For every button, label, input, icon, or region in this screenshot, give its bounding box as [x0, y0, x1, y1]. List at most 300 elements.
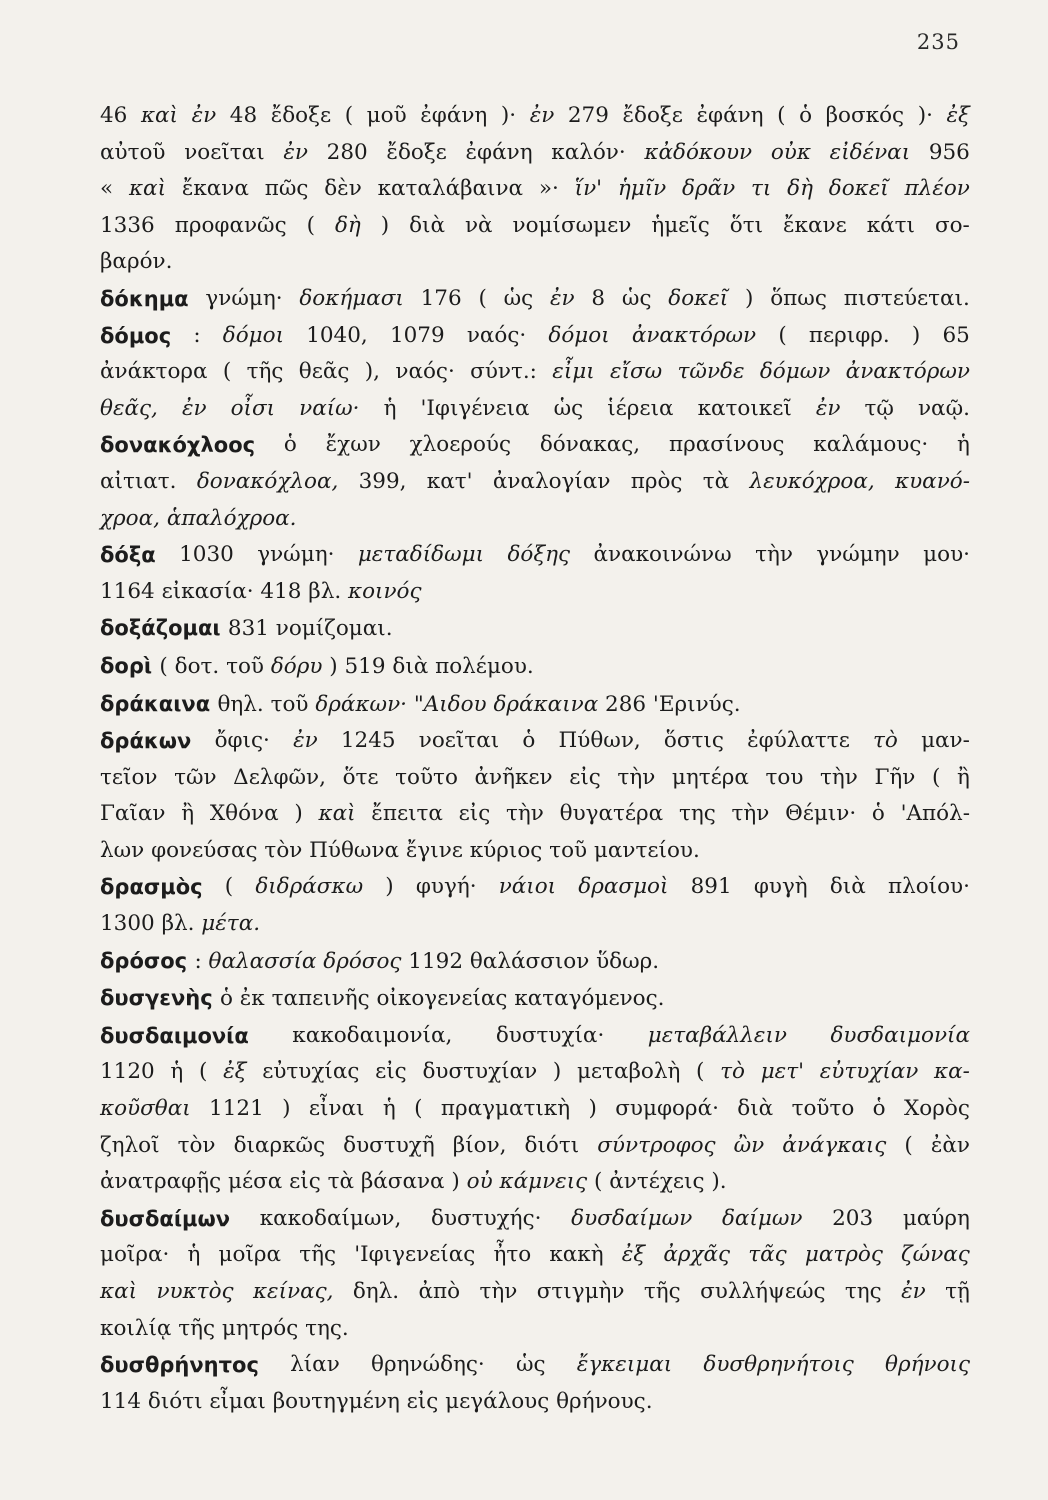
word: καὶ [128, 176, 167, 202]
word: εἰς [289, 1169, 328, 1195]
word: « [100, 176, 114, 202]
word: ἡμεῖς [651, 212, 710, 238]
word: κα- [934, 1059, 970, 1085]
text-line [100, 391, 970, 428]
word: θρήνοις [885, 1352, 970, 1378]
word: λευκόχροα, [749, 468, 875, 494]
word: θαλασσία [208, 948, 324, 974]
word: 1079 [389, 322, 445, 348]
word: ναός· [395, 359, 455, 385]
word: μου· [923, 542, 970, 568]
word: δόμων [759, 359, 831, 385]
word: δόμοι [222, 322, 285, 348]
word: της. [305, 1315, 349, 1341]
text-line [100, 610, 970, 648]
word: ἀνακτόρων [845, 359, 970, 385]
word: δόξης [507, 542, 571, 568]
word: αἰτιατ. [100, 468, 177, 494]
word: κοῦσθαι [100, 1096, 191, 1122]
word: ὅτι [729, 212, 764, 238]
word: τοῦ [226, 653, 271, 679]
word: ἀνῆκεν [474, 764, 553, 790]
word: δόρυ [270, 653, 330, 679]
word: δράκων· [315, 691, 414, 717]
word: 1336 [100, 212, 155, 238]
word: 519 [344, 653, 393, 679]
word: εἰδέναι [829, 139, 911, 165]
text-line [100, 171, 970, 208]
word: τῆς [299, 1242, 337, 1268]
word: νοεῖται [184, 139, 265, 165]
word: δὴ [787, 176, 813, 202]
word: ἐν [181, 395, 207, 421]
word: πιστεύεται. [843, 285, 970, 311]
text-line [100, 686, 970, 724]
word: βαρόν. [100, 249, 173, 275]
word: βάσανα [360, 1169, 452, 1195]
word: 418 [260, 578, 309, 604]
word: μεταβάλλειν [647, 1022, 787, 1048]
word: διὰ [829, 874, 866, 900]
word: πρὸς [630, 468, 683, 494]
word: ὄφις· [214, 728, 270, 754]
word: δράκαινα [493, 691, 606, 717]
word: φυγὴ [753, 874, 808, 900]
word: ὁ [799, 103, 813, 128]
word: ἔδοξε [622, 103, 683, 128]
word: Γῆν [874, 764, 916, 790]
text-line [100, 943, 970, 981]
word: τῆς [178, 1315, 222, 1341]
text-line [100, 281, 970, 318]
word: ὡς [553, 395, 584, 421]
word: δόνακας, [539, 432, 641, 458]
word: ἔκανα [181, 176, 249, 202]
word: δυσδαιμονία [830, 1022, 970, 1048]
word: δὴ [334, 212, 361, 238]
word: 'Ερινύς. [652, 691, 741, 717]
word: πῶς [264, 176, 309, 202]
word: 831 [227, 616, 276, 642]
word: ( [344, 103, 354, 128]
word: ( [696, 1059, 705, 1085]
word: διὰ [392, 653, 436, 679]
word: κυανό- [895, 468, 970, 494]
word: τι [751, 176, 772, 202]
word: δυσδαίμων [571, 1205, 693, 1231]
word: τὴν [479, 1279, 518, 1304]
word: 1245 [340, 728, 396, 754]
word: ἱέρεια [607, 395, 674, 421]
word: διὰ [737, 1096, 774, 1122]
word: δυστυχία· [495, 1022, 605, 1048]
headword: δονακόχλοος [100, 433, 256, 458]
word: τὴν [617, 764, 656, 790]
word: 65 [942, 322, 970, 348]
word: ( [594, 1169, 610, 1195]
word: )· [500, 103, 517, 128]
word: ἔχων [325, 432, 381, 458]
text-line [100, 1384, 970, 1421]
word: ὡς [516, 1352, 546, 1378]
word: Δελφῶν, [233, 764, 326, 790]
word: "Αιδου [413, 691, 494, 717]
word: κείνας, [252, 1279, 334, 1304]
word: 956 [928, 139, 970, 165]
word: 46 [100, 103, 128, 128]
word: ὡς [621, 285, 652, 311]
word: ἵν' [574, 176, 603, 202]
text-line [100, 501, 970, 538]
word: δοκεῖ [668, 285, 729, 311]
word: 8 [591, 285, 606, 311]
word: 1030 [179, 542, 234, 568]
word: σο- [934, 212, 970, 238]
word: 1164 [100, 578, 162, 604]
word: τῷ [864, 395, 894, 421]
word: εἶμι [552, 359, 595, 385]
word: λίαν [290, 1352, 340, 1378]
word: 1121 [209, 1096, 264, 1122]
word: διότι [147, 1388, 210, 1414]
word: δρόσος [323, 948, 409, 974]
word: θαλάσσιον [469, 948, 597, 974]
headword: δυσδαίμων [100, 1206, 231, 1231]
word: ἡ [187, 1242, 201, 1268]
word: ), [364, 359, 381, 385]
word: τῶν [174, 764, 217, 790]
word: διαρκῶς [233, 1132, 326, 1158]
word: τὰ [327, 1169, 361, 1195]
word: 286 [605, 691, 653, 717]
word: Πύθων, [558, 728, 641, 754]
text-line [100, 135, 970, 172]
word: μητέρα [671, 764, 749, 790]
word: οἰκογενείας [376, 986, 515, 1012]
text-line [100, 1128, 970, 1165]
word: τοῦ [270, 691, 316, 717]
headword: δρόσος [100, 948, 195, 973]
word: λων [100, 837, 152, 863]
text-line [100, 1164, 970, 1201]
word: περιφρ. [808, 322, 890, 348]
word: αὐτοῦ [100, 139, 166, 165]
word: ὁ [871, 801, 885, 827]
word: οὐκ [770, 139, 811, 165]
word: καλόν· [551, 139, 626, 165]
word: βουτηγμένη [272, 1388, 407, 1414]
word: πρασίνους [668, 432, 785, 458]
word: ταπεινῆς [271, 986, 377, 1012]
word: δοκεῖ [828, 176, 889, 202]
word: ( [222, 359, 232, 385]
word: 48 [229, 103, 258, 128]
word: εἰκασία· [161, 578, 261, 604]
word: )· [917, 103, 933, 128]
word: δόμοι [548, 322, 610, 348]
word: ἐν [815, 395, 841, 421]
word: θρήνους. [556, 1388, 653, 1414]
word: νὰ [464, 212, 493, 238]
text-line [100, 760, 970, 797]
word: ἐφάνη [465, 139, 533, 165]
word: τοῦ [549, 837, 594, 863]
text-line [100, 574, 970, 611]
word: τῶνδε [677, 359, 745, 385]
word: ὡς [503, 285, 534, 311]
word: μοῦ [366, 103, 407, 128]
headword: δόξα [100, 543, 156, 568]
word: τῇ [945, 1279, 970, 1304]
word: πλοίου· [887, 874, 970, 900]
word: δρᾶν [682, 176, 736, 202]
word: 1192 [408, 948, 470, 974]
word: ἐκ [239, 986, 272, 1012]
word: ὕδωρ. [596, 948, 660, 974]
word: ) [911, 322, 921, 348]
word: ἀνατραφῇς [100, 1169, 228, 1195]
word: ἔκανε [783, 212, 847, 238]
word: οἶσι [230, 395, 276, 421]
word: ναῷ. [917, 395, 970, 421]
word: τὸν [177, 1132, 216, 1158]
word: ἀνακοινώνω [593, 542, 732, 568]
word: τὴν [731, 801, 770, 827]
word: δηλ. [352, 1279, 400, 1304]
word: 1120 [100, 1059, 155, 1085]
word: καὶ [140, 103, 178, 128]
word: δοτ. [174, 653, 227, 679]
word: εἰς [569, 764, 601, 790]
word: ὢν [733, 1132, 765, 1158]
word: ματρὸς [804, 1242, 883, 1268]
word: προφανῶς [174, 212, 287, 238]
text-line [100, 1237, 970, 1274]
word: μεταβολὴ [576, 1059, 681, 1085]
word: ) [451, 1169, 467, 1195]
word: ἐν [293, 728, 318, 754]
word: ἡμῖν [617, 176, 667, 202]
word: κακὴ [549, 1242, 604, 1268]
word: θεᾶς [298, 359, 350, 385]
word: ἢ [956, 764, 970, 790]
text-line [100, 833, 970, 870]
text-line [100, 98, 970, 135]
page-number: 235 [916, 30, 960, 54]
word: ( [199, 1059, 208, 1085]
word: ( [414, 1096, 423, 1122]
word: ὅτε [342, 764, 379, 790]
word: μεταδίδωμι [357, 542, 485, 568]
word: »· [538, 176, 559, 202]
word: ἀναλογίαν [492, 468, 611, 494]
word: τεῖον [100, 764, 158, 790]
word: ναίω· [299, 395, 360, 421]
word: ἡ [957, 432, 970, 458]
word: 1300 [100, 911, 162, 937]
word: εἶναι [308, 1096, 365, 1122]
word: νυκτὸς [156, 1279, 234, 1304]
headword: δορὶ [100, 653, 160, 678]
word: μαντείου. [593, 837, 700, 863]
word: σύντροφος [597, 1132, 716, 1158]
word: ἐφάνη [696, 103, 764, 128]
word: τᾶς [748, 1242, 787, 1268]
word: ἐν [529, 103, 555, 128]
word: : [193, 322, 201, 348]
word: κατοικεῖ [697, 395, 792, 421]
word: δυστυχῆ [343, 1132, 435, 1158]
word: 203 [832, 1205, 874, 1231]
word: πλέον [904, 176, 970, 202]
word: νομίσωμεν [512, 212, 632, 238]
word: ). [711, 1169, 727, 1195]
text-line [100, 796, 970, 833]
word: ( [931, 764, 941, 790]
word: ( [904, 1132, 913, 1158]
word: Πύθωνα [309, 837, 406, 863]
word: στιγμὴν [536, 1279, 625, 1304]
word: ὁ [283, 432, 297, 458]
word: διδράσκω [255, 874, 364, 900]
word: καὶ [318, 801, 356, 827]
word: βοσκός [825, 103, 905, 128]
word: γνώμη· [205, 285, 283, 311]
word: του [765, 764, 804, 790]
word: της [678, 801, 716, 827]
word: κατ' [426, 468, 473, 494]
word: καλάμους· [813, 432, 929, 458]
word: ὁ [522, 728, 536, 754]
word: βλ. [161, 911, 202, 937]
word: ἁπαλόχροα. [166, 505, 297, 531]
word: ) [745, 285, 754, 311]
word: κἀδόκουν [644, 139, 753, 165]
word: δαίμων [721, 1205, 803, 1231]
word: ἐξ [621, 1242, 646, 1268]
word: δοκήμασι [299, 285, 404, 311]
word: νοεῖται [418, 728, 500, 754]
word: ) [380, 212, 390, 238]
text-line [100, 1347, 970, 1384]
word: ( [306, 212, 315, 238]
word: πραγματικὴ [440, 1096, 571, 1122]
word: ἐν [191, 103, 217, 128]
word: μεγάλους [445, 1388, 557, 1414]
word: ἡ [382, 1096, 396, 1122]
headword: δοξάζομαι [100, 616, 228, 641]
word: γνώμη· [257, 542, 335, 568]
word: μοῖρα· [100, 1242, 170, 1268]
word: εὐτυχίαν [819, 1059, 919, 1085]
word: ναός· [466, 322, 527, 348]
word: ἐν [901, 1279, 926, 1304]
word: ἐφάνη [420, 103, 488, 128]
word: εὐτυχίας [262, 1059, 360, 1085]
word: δὲν [324, 176, 362, 202]
word: ἀντέχεις [609, 1169, 712, 1195]
word: ἐὰν [930, 1132, 970, 1158]
word: κοινός [348, 578, 422, 604]
word: μοῖρα [218, 1242, 282, 1268]
word: ( [778, 322, 787, 348]
word: 114 [100, 1388, 148, 1414]
word: ἀρχᾶς [663, 1242, 731, 1268]
word: ἀνακτόρων [631, 322, 757, 348]
word: μαύρη [902, 1205, 970, 1231]
word: Χθόνα [209, 801, 279, 827]
word: τοῦτο [395, 764, 458, 790]
word: γνώμην [816, 542, 900, 568]
word: ἔδοξε [270, 103, 332, 128]
word: ζώνας [901, 1242, 970, 1268]
word: ἔγκειμαι [576, 1352, 673, 1378]
word: θρηνώδης· [371, 1352, 485, 1378]
text-line [100, 1201, 970, 1238]
dictionary-text [100, 98, 970, 1420]
word: 'Απόλ- [900, 801, 970, 827]
word: χροα, [100, 505, 167, 531]
word: κύριος [469, 837, 550, 863]
word: εἰς [375, 1059, 407, 1085]
text-line [100, 1311, 970, 1348]
text-line [100, 1054, 970, 1091]
word: θυγατέρα [559, 801, 664, 827]
word: μαν- [921, 728, 970, 754]
word: δονακόχλοα, [196, 468, 339, 494]
word: δυστυχίαν [422, 1059, 538, 1085]
text-line [100, 1091, 970, 1128]
word: τοῦτο [791, 1096, 855, 1122]
word: ἀπὸ [418, 1279, 461, 1304]
word: εἰς [458, 801, 491, 827]
word: τὴν [820, 764, 858, 790]
word: κακοδαίμων, [259, 1205, 402, 1231]
headword: δράκων [100, 729, 192, 754]
word: ) [282, 1096, 291, 1122]
word: ἐξ [946, 103, 970, 128]
text-line [100, 208, 970, 245]
word: μέσα [227, 1169, 290, 1195]
text-line [100, 318, 970, 355]
word: της [844, 1279, 882, 1304]
word: ἐφύλαττε [747, 728, 850, 754]
word: τὰ [702, 468, 730, 494]
word: νάιοι [498, 874, 557, 900]
word: 1040, [306, 322, 368, 348]
word: Χορὸς [903, 1096, 970, 1122]
text-line [100, 723, 970, 760]
word: τὴν [506, 801, 544, 827]
word: μετ' [760, 1059, 805, 1085]
text-line [100, 1018, 970, 1055]
word: ὅστις [663, 728, 724, 754]
word: τῆς [246, 359, 284, 385]
word: δρασμοὶ [578, 874, 669, 900]
word: 280 [326, 139, 368, 165]
word: 399, [358, 468, 407, 494]
word: ἔγινε [405, 837, 470, 863]
word: ἔδοξε [386, 139, 447, 165]
word: χλοερούς [409, 432, 512, 458]
word: διὰ [409, 212, 446, 238]
word: εἶμαι [209, 1388, 273, 1414]
word: ἐξ [223, 1059, 247, 1085]
word: ) [385, 874, 394, 900]
word: τὸ [873, 728, 898, 754]
word: μητρός [221, 1315, 306, 1341]
word: 'Ιφιγένεια [420, 395, 530, 421]
